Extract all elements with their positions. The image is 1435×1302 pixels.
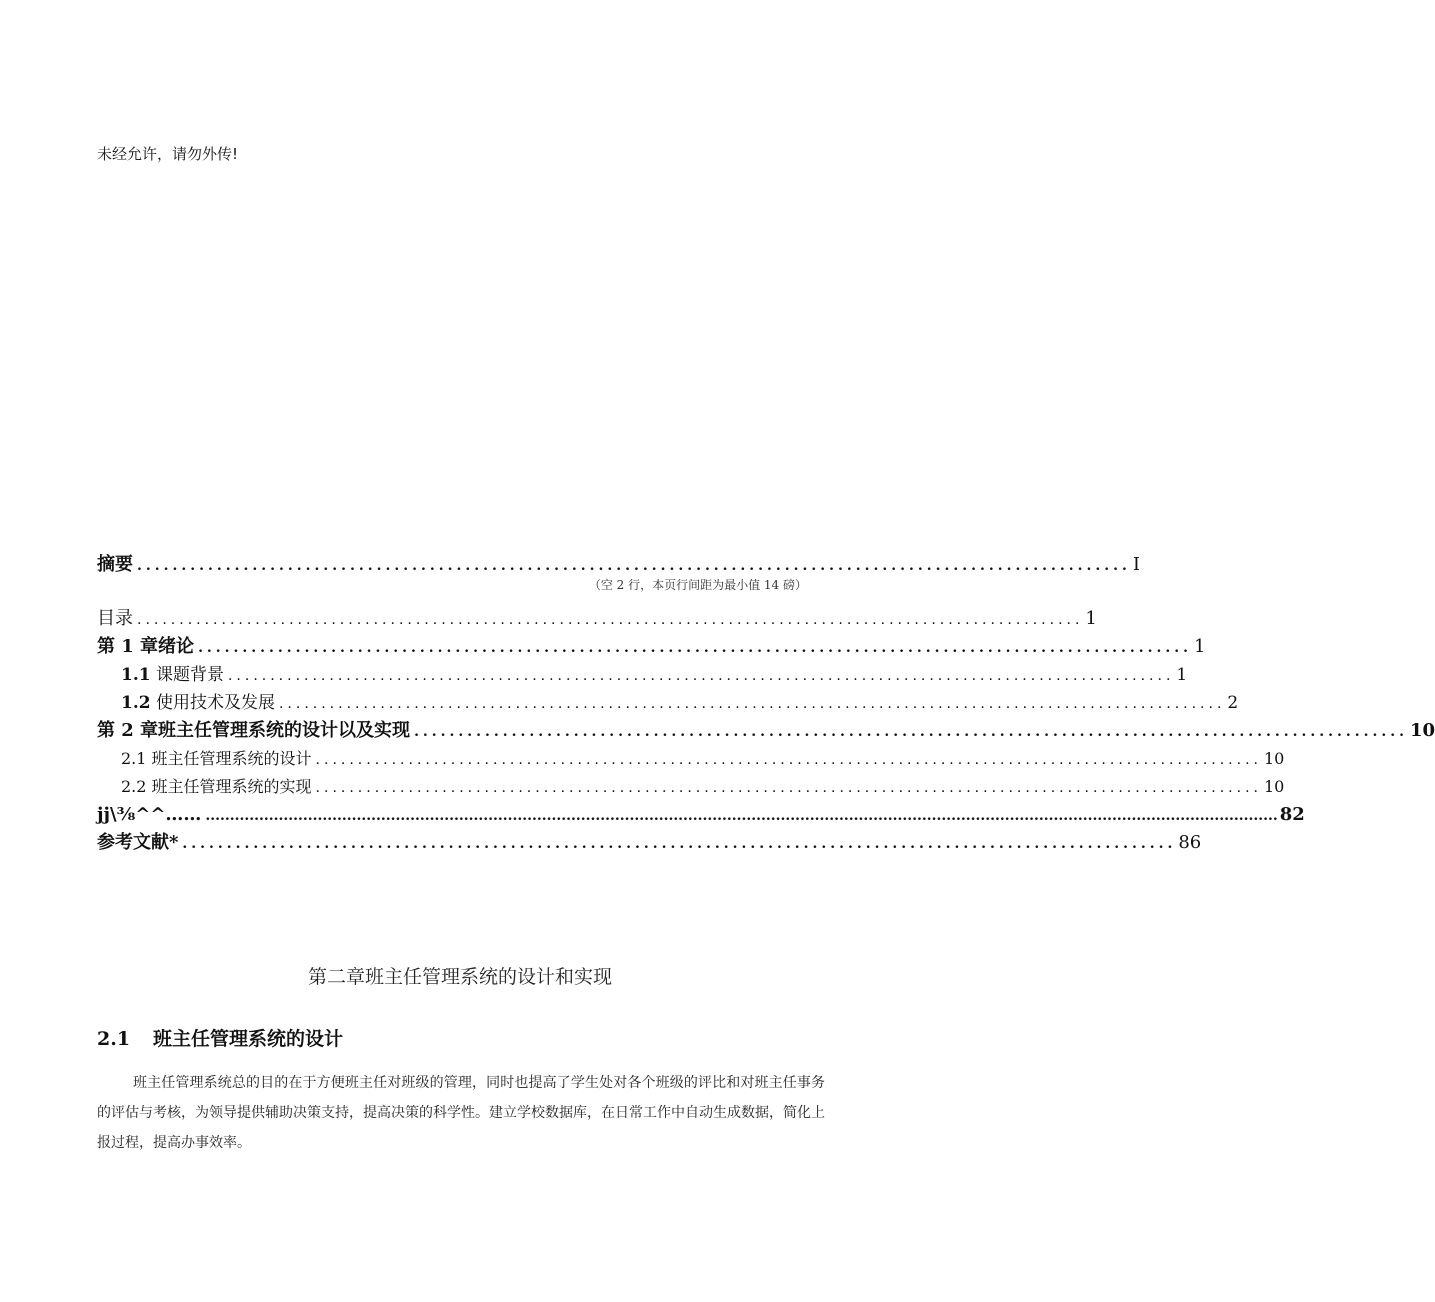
toc-spacing-note: （空 2 行，本页行间距为最小值 14 磅） — [588, 578, 807, 592]
toc-label: 摘要 — [97, 554, 133, 575]
toc-leader: ................................................................................................................ — [278, 696, 1226, 712]
toc-leader: ................................................................................................................ — [227, 668, 1175, 684]
toc-entry-abstract[interactable] — [97, 551, 1141, 579]
section-number: 2.1 — [97, 1028, 131, 1050]
toc-page-number: 10 — [1263, 749, 1285, 768]
toc-leader: ............................................................................................................................................................................................................................ — [205, 808, 1278, 824]
toc-page-number: I — [1132, 554, 1141, 575]
toc-entry-garbled[interactable] — [97, 801, 1305, 829]
toc-leader: ................................................................................................................ — [137, 612, 1084, 628]
toc-label — [121, 661, 228, 689]
toc-leader: ................................................................................................................ — [182, 836, 1177, 852]
toc-label: 参考文献* — [97, 832, 179, 853]
toc-label: 2.2 班主任管理系统的实现 — [121, 777, 312, 796]
toc-leader: ................................................................................................................ — [315, 752, 1262, 768]
toc-page-number: 1 — [1085, 608, 1097, 629]
toc-page-number: 82 — [1279, 804, 1305, 825]
toc-entry-references[interactable] — [97, 829, 1202, 857]
section-title: 班主任管理系统的设计 — [153, 1028, 344, 1050]
table-of-contents — [97, 551, 1435, 857]
toc-entry-contents[interactable] — [97, 605, 1097, 633]
section-heading — [97, 1024, 343, 1051]
toc-section-title: 课题背景 — [155, 665, 224, 685]
toc-label: 目录 — [97, 608, 133, 629]
toc-leader: ................................................................................................................ — [137, 558, 1131, 574]
toc-page-number: 1 — [1176, 665, 1188, 685]
toc-section-number: 1.1 — [121, 665, 151, 685]
toc-leader: ................................................................................................................ — [198, 640, 1192, 656]
toc-page-number: 2 — [1227, 693, 1239, 713]
toc-entry-chapter-2[interactable] — [97, 717, 1435, 745]
toc-page-number: 10 — [1263, 777, 1285, 796]
toc-entry-2-1[interactable] — [97, 745, 1285, 773]
toc-label — [121, 689, 279, 717]
chapter-title: 第二章班主任管理系统的设计和实现 — [307, 966, 612, 988]
toc-section-title: 使用技术及发展 — [155, 693, 275, 713]
confidential-notice: 未经允许，请勿外传! — [97, 145, 239, 163]
toc-section-number: 1.2 — [121, 693, 151, 713]
toc-entry-2-2[interactable] — [97, 773, 1285, 801]
toc-page-number: 86 — [1178, 832, 1202, 853]
toc-label: 第 1 章绪论 — [97, 636, 195, 657]
toc-leader: ................................................................................................................ — [414, 724, 1408, 740]
toc-label: 2.1 班主任管理系统的设计 — [121, 749, 312, 768]
toc-page-number: 1 — [1193, 636, 1206, 657]
toc-page-number: 10 — [1409, 720, 1435, 741]
toc-entry-chapter-1[interactable] — [97, 633, 1206, 661]
toc-entry-1-2[interactable] — [97, 689, 1239, 717]
toc-leader: ................................................................................................................ — [315, 780, 1262, 796]
body-paragraph: 班主任管理系统总的目的在于方便班主任对班级的管理，同时也提高了学生处对各个班级的评比和对班主任事务的评估与考核，为领导提供辅助决策支持，提高决策的科学性。建立学校数据库，在日常工作中自动生成数据，简化上报过程，提高办事效率。 — [97, 1075, 825, 1151]
toc-label: 第 2 章班主任管理系统的设计以及实现 — [97, 720, 411, 741]
toc-label: jj\⅜^^…… — [97, 804, 202, 825]
toc-entry-1-1[interactable] — [97, 661, 1188, 689]
